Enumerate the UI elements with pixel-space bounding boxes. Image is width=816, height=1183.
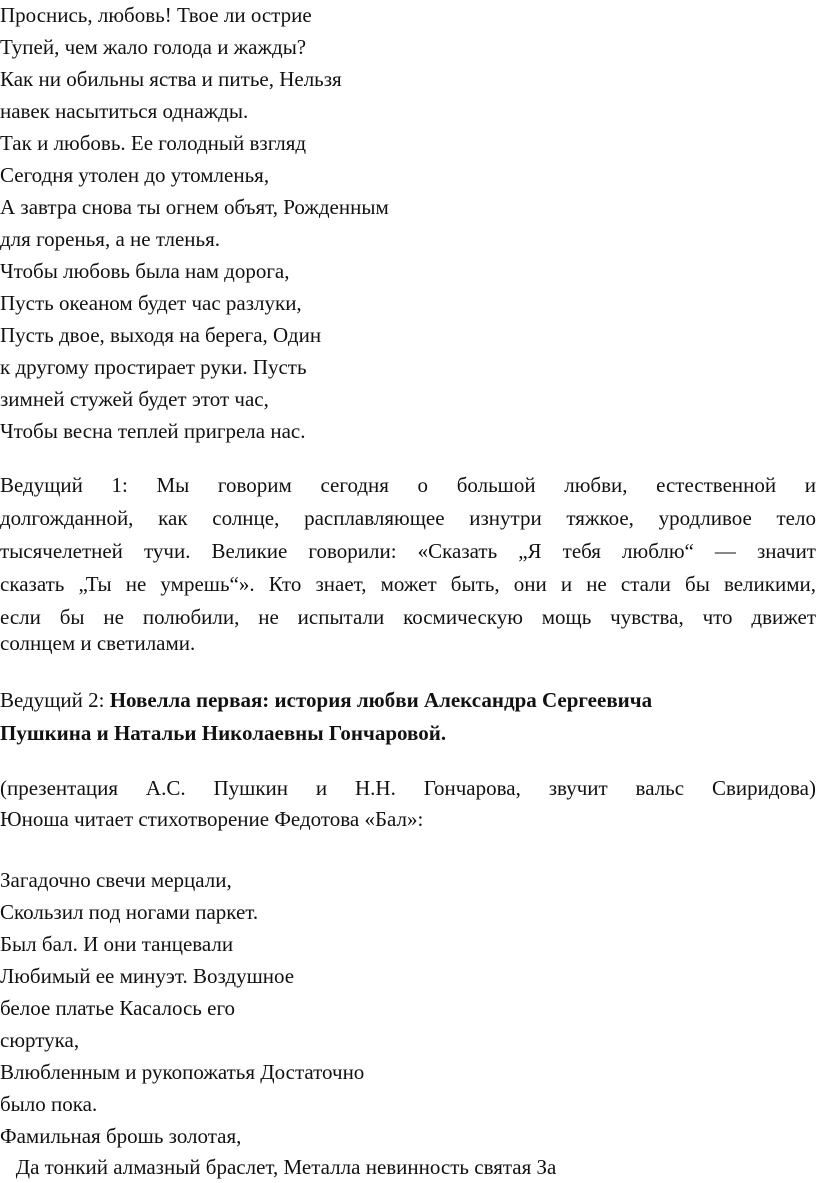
poem-line: Любимый ее минуэт. Воздушное — [0, 964, 295, 988]
poem-line: Загадочно свечи мерцали, — [0, 868, 232, 892]
poem-line: Пусть двое, выходя на берега, Один — [0, 323, 322, 347]
poem-line: Был бал. И они танцевали — [0, 932, 234, 956]
poem-line: Тупей, чем жало голода и жажды? — [0, 35, 307, 59]
note-line: Юноша читает стихотворение Федотова «Бал»: — [0, 807, 424, 831]
poem-line: Да тонкий алмазный браслет, Металла невинность святая За — [0, 1155, 557, 1179]
poem-line: Чтобы любовь была нам дорога, — [0, 259, 290, 283]
paragraph-line: сказать „Ты не умрешь“». Кто знает, может быть, они и не стали бы великими, — [0, 572, 816, 596]
host2-line — [0, 685, 652, 715]
poem-line: белое платье Касалось его — [0, 996, 236, 1020]
novella-title-cont: Пушкина и Натальи Николаевны Гончаровой. — [0, 721, 447, 745]
poem-line: Так и любовь. Ее голодный взгляд — [0, 131, 307, 155]
poem-line: Как ни обильны яства и питье, Нельзя — [0, 67, 342, 91]
paragraph-line: если бы не полюбили, не испытали космическую мощь чувства, что движет — [0, 605, 816, 629]
paragraph-line: солнцем и светилами. — [0, 631, 196, 655]
poem-line: Фамильная брошь золотая, — [0, 1124, 242, 1148]
poem-line: навек насытиться однажды. — [0, 99, 249, 123]
note-line: (презентация А.С. Пушкин и Н.Н. Гончарова, звучит вальс Свиридова) — [0, 776, 816, 800]
poem-line: было пока. — [0, 1092, 98, 1116]
poem-line: Чтобы весна теплей пригрела нас. — [0, 419, 306, 443]
poem-line: зимней стужей будет этот час, — [0, 387, 269, 411]
poem-line: для горенья, а не тленья. — [0, 227, 221, 251]
poem-line: сюртука, — [0, 1028, 80, 1052]
poem-line: Сегодня утолен до утомленья, — [0, 163, 270, 187]
poem-line: Влюбленным и рукопожатья Достаточно — [0, 1060, 365, 1084]
novella-title: Новелла первая: история любви Александра Сергеевича — [109, 688, 653, 712]
host2-label: Ведущий 2: — [0, 688, 110, 712]
poem-line: Скользил под ногами паркет. — [0, 900, 259, 924]
poem-line: А завтра снова ты огнем объят, Рожденным — [0, 195, 389, 219]
poem-line: Пусть океаном будет час разлуки, — [0, 291, 302, 315]
paragraph-line: тысячелетней тучи. Великие говорили: «Сказать „Я тебя люблю“ — значит — [0, 539, 816, 563]
paragraph-line: Ведущий 1: Мы говорим сегодня о большой любви, естественной и — [0, 473, 816, 497]
poem-line: Проснись, любовь! Твое ли острие — [0, 3, 312, 27]
poem-line: к другому простирает руки. Пусть — [0, 355, 307, 379]
paragraph-line: долгожданной, как солнце, расплавляющее изнутри тяжкое, уродливое тело — [0, 506, 816, 530]
